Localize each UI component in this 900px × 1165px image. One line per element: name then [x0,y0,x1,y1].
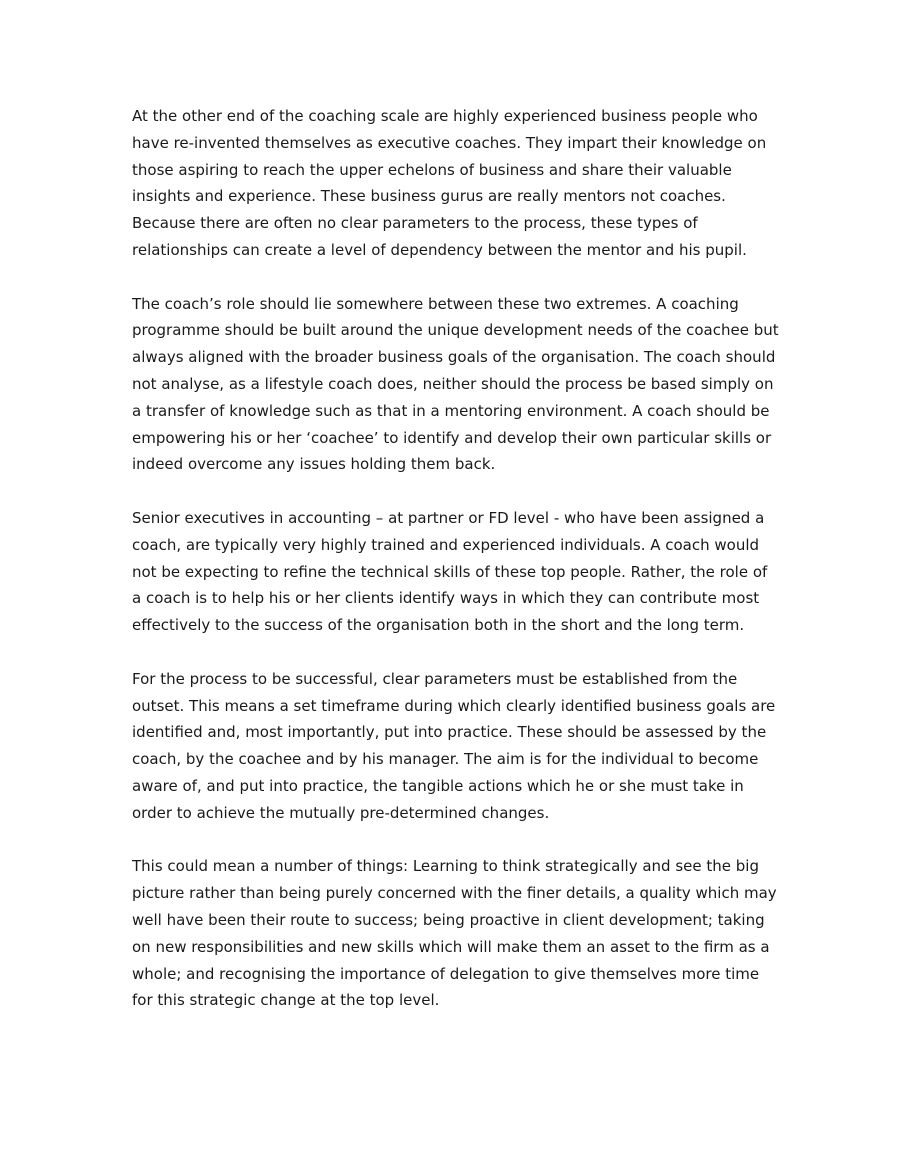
paragraph-3 [132,505,782,639]
text-line: a coach is to help his or her clients identify ways in which they can contribute most [132,589,760,608]
text-line: aware of, and put into practice, the tangible actions which he or she must take in [132,776,744,795]
text-line: picture rather than being purely concerned with the finer details, a quality which may [132,884,777,903]
paragraph-5 [132,853,782,1014]
text-line: not be expecting to refine the technical skills of these top people. Rather, the role of [132,562,768,581]
text-line: coach, are typically very highly trained and experienced individuals. A coach would [132,535,760,554]
text-line: outset. This means a set timeframe during which clearly identified business goals are [132,696,776,715]
text-line: for this strategic change at the top level. [132,991,440,1010]
text-line: always aligned with the broader business goals of the organisation. The coach should [132,348,776,367]
paragraph-2 [132,291,782,479]
text-line: relationships can create a level of dependency between the mentor and his pupil. [132,240,747,259]
text-line: coach, by the coachee and by his manager. The aim is for the individual to become [132,750,759,769]
text-line: not analyse, as a lifestyle coach does, neither should the process be based simply on [132,374,774,393]
text-line: empowering his or her ‘coachee’ to identify and develop their own particular skills or [132,428,772,447]
text-line: programme should be built around the unique development needs of the coachee but [132,321,779,340]
text-line: Because there are often no clear parameters to the process, these types of [132,214,698,233]
text-line: identified and, most importantly, put into practice. These should be assessed by the [132,723,767,742]
text-line: well have been their route to success; being proactive in client development; taking [132,910,765,929]
paragraph-4 [132,666,782,827]
text-line: those aspiring to reach the upper echelons of business and share their valuable [132,160,732,179]
document-page [132,103,782,1041]
text-line: For the process to be successful, clear parameters must be established from the [132,669,738,688]
text-line: whole; and recognising the importance of delegation to give themselves more time [132,964,760,983]
paragraph-1 [132,103,782,264]
text-line: indeed overcome any issues holding them back. [132,455,496,474]
text-line: a transfer of knowledge such as that in a mentoring environment. A coach should be [132,401,770,420]
text-line: This could mean a number of things: Learning to think strategically and see the big [132,857,759,876]
text-line: on new responsibilities and new skills which will make them an asset to the firm as a [132,937,770,956]
text-line: The coach’s role should lie somewhere between these two extremes. A coaching [132,294,739,313]
text-line: have re-invented themselves as executive coaches. They impart their knowledge on [132,133,767,152]
text-line: Senior executives in accounting – at partner or FD level - who have been assigned a [132,508,765,527]
text-line: effectively to the success of the organisation both in the short and the long term. [132,616,745,635]
text-line: insights and experience. These business gurus are really mentors not coaches. [132,187,726,206]
text-line: order to achieve the mutually pre-determined changes. [132,803,550,822]
text-line: At the other end of the coaching scale are highly experienced business people who [132,107,758,125]
